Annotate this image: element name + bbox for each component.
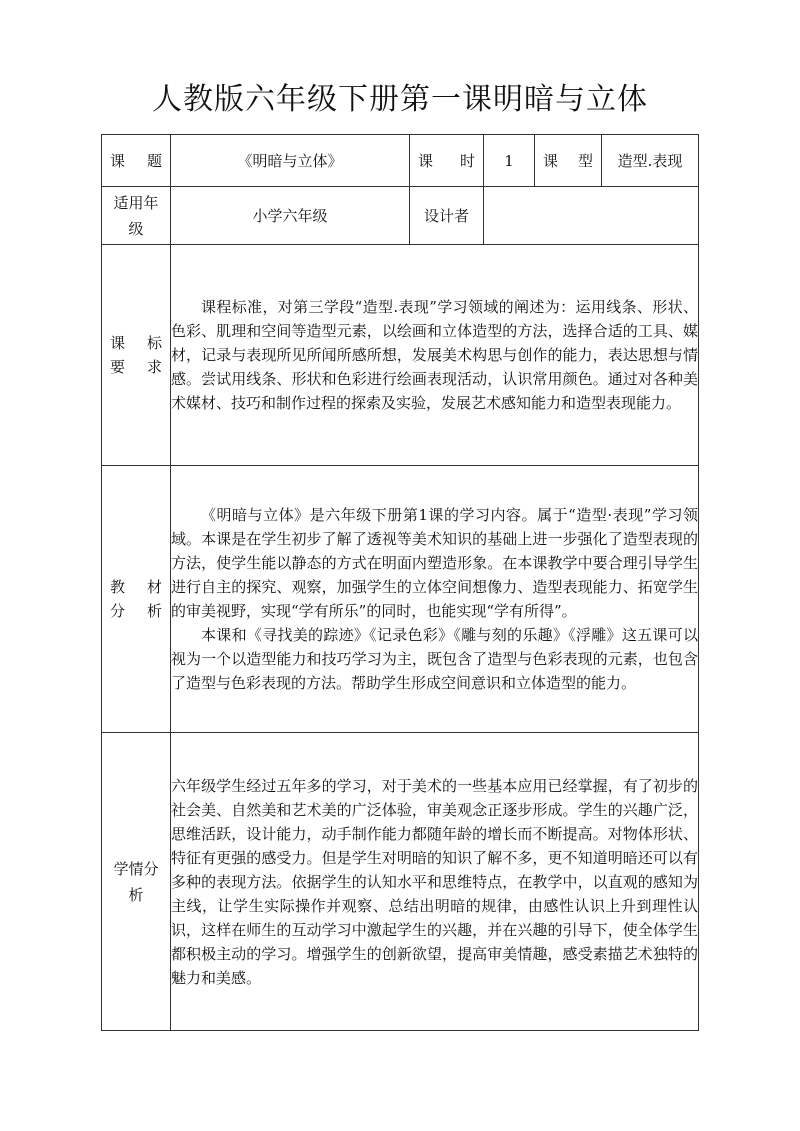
requirements-label-b: 标 bbox=[146, 334, 162, 352]
students-label-line2: 析 bbox=[128, 885, 144, 904]
grade-label-cell bbox=[102, 187, 171, 245]
row-material bbox=[102, 466, 699, 733]
grade-label-line2: 级 bbox=[128, 219, 144, 238]
students-label-line1: 学情分 bbox=[113, 859, 159, 878]
material-label-d: 析 bbox=[146, 602, 162, 620]
material-text-cell bbox=[171, 466, 699, 733]
row-grade bbox=[102, 187, 699, 245]
requirements-label-cell bbox=[102, 245, 171, 466]
requirements-label-d: 求 bbox=[146, 358, 162, 376]
designer-label: 设计者 bbox=[410, 187, 484, 245]
type-label-cell bbox=[535, 135, 602, 187]
period-value: 1 bbox=[484, 135, 535, 187]
type-label-a: 课 bbox=[543, 151, 559, 170]
period-label-cell bbox=[410, 135, 484, 187]
requirements-label-c: 要 bbox=[110, 358, 126, 376]
grade-value: 小学六年级 bbox=[171, 187, 410, 245]
period-label-a: 课 bbox=[418, 151, 434, 170]
material-label-a: 教 bbox=[110, 578, 126, 596]
material-label-c: 分 bbox=[110, 602, 126, 620]
row-topic bbox=[102, 135, 699, 187]
period-label-b: 时 bbox=[459, 151, 475, 170]
material-paragraph-2: 本课和《寻找美的踪迹》《记录色彩》《雕与刻的乐趣》《浮雕》这五课可以视为一个以造型能力和技巧学习为主，既包含了造型与色彩表现的元素，也包含了造型与色彩表现的方法。帮助学生形成空间意识和立体造型的能力。 bbox=[171, 626, 698, 692]
requirements-text: 课程标准，对第三学段“造型.表现”学习领域的阐述为：运用线条、形状、色彩、肌理和空间等造型元素，以绘画和立体造型的方法，选择合适的工具、媒材，记录与表现所见所闻所感所想，发展美术构思与创作的能力，表达思想与情感。尝试用线条、形状和色彩进行绘画表现活动，认识常用颜色。通过对各种美术媒材、技巧和制作过程的探索及实验，发展艺术感知能力和造型表现能力。 bbox=[171, 298, 698, 412]
row-students bbox=[102, 733, 699, 1031]
students-text: 六年级学生经过五年多的学习，对于美术的一些基本应用已经掌握，有了初步的社会美、自然美和艺术美的广泛体验，审美观念正逐步形成。学生的兴趣广泛，思维活跃，设计能力，动手制作能力都随年龄的增长而不断提高。对物体形状、特征有更强的感受力。但是学生对明暗的知识了解不多，更不知道明暗还可以有多种的表现方法。依据学生的认知水平和思维特点，在教学中，以直观的感知为主线，让学生实际操作并观察、总结出明暗的规律，由感性认识上升到理性认识，这样在师生的互动学习中激起学生的兴趣，并在兴趣的引导下，使全体学生都积极主动的学习。增强学生的创新欲望，提高审美情趣，感受素描艺术独特的魅力和美感。 bbox=[171, 776, 698, 987]
lesson-plan-table bbox=[101, 134, 699, 1031]
topic-label-a: 课 bbox=[110, 151, 126, 170]
row-requirements bbox=[102, 245, 699, 466]
topic-value: 《明暗与立体》 bbox=[171, 135, 410, 187]
material-paragraph-1: 《明暗与立体》是六年级下册第1课的学习内容。属于“造型·表现”学习领域。本课是在学生初步了解了透视等美术知识的基础上进一步强化了造型表现的方法，使学生能以静态的方式在明面内塑造形象。在本课教学中要合理引导学生进行自主的探究、观察，加强学生的立体空间想像力、造型表现能力、拓宽学生的审美视野，实现“学有所乐”的同时，也能实现“学有所得”。 bbox=[171, 506, 698, 620]
material-label-cell bbox=[102, 466, 171, 733]
topic-label-b: 题 bbox=[146, 151, 162, 170]
students-label-cell bbox=[102, 733, 171, 1031]
material-label-b: 材 bbox=[146, 578, 162, 596]
page-title: 人教版六年级下册第一课明暗与立体 bbox=[152, 82, 648, 117]
topic-label-cell bbox=[102, 135, 171, 187]
requirements-label-a: 课 bbox=[110, 334, 126, 352]
requirements-text-cell bbox=[171, 245, 699, 466]
type-value: 造型.表现 bbox=[602, 135, 699, 187]
type-label-b: 型 bbox=[577, 151, 593, 170]
students-text-cell bbox=[171, 733, 699, 1031]
designer-value bbox=[484, 187, 699, 245]
grade-label-line1: 适用年 bbox=[113, 193, 159, 212]
